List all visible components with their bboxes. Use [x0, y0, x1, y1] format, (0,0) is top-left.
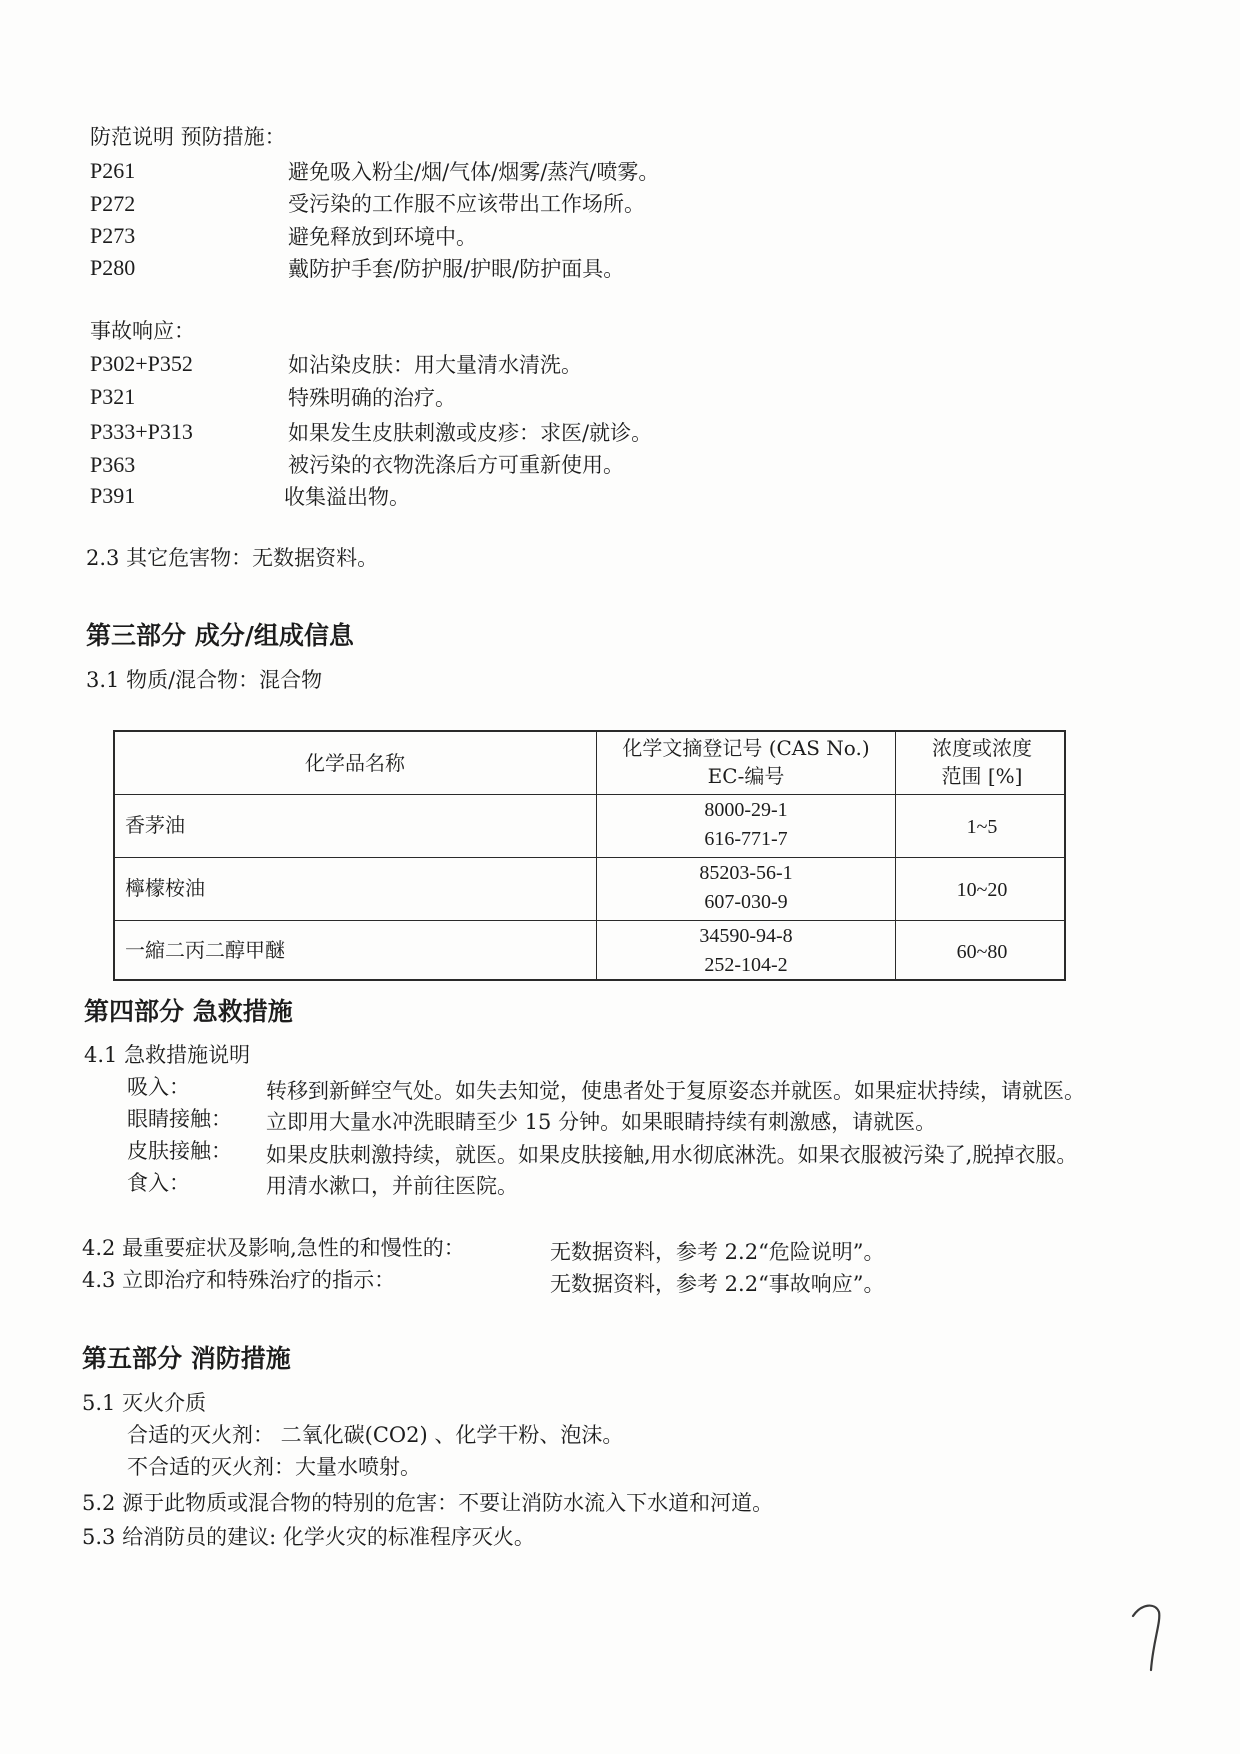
precaution-code: P333+P313 [90, 419, 193, 444]
exposure-route-label: 眼睛接触： [127, 1107, 232, 1131]
header-concentration: 浓度或浓度 [932, 736, 1032, 760]
concentration: 1~5 [966, 816, 998, 838]
unsuitable-media: 不合适的灭火剂：大量水喷射。 [127, 1455, 421, 1479]
precaution-text: 避免释放到环境中。 [288, 225, 477, 249]
prevention-heading: 防范说明 预防措施： [90, 125, 286, 149]
first-aid-text: 转移到新鲜空气处。如失去知觉，使患者处于复原姿态并就医。如果症状持续，请就医。 [266, 1079, 1085, 1103]
other-hazards: 2.3 其它危害物：无数据资料。 [86, 546, 379, 570]
cas-number: 85203-56-1 [699, 862, 793, 884]
precaution-text: 被污染的衣物洗涤后方可重新使用。 [288, 453, 624, 477]
precaution-code: P280 [90, 255, 136, 280]
first-aid-heading: 4.1 急救措施说明 [84, 1043, 251, 1067]
symptoms-label: 4.2 最重要症状及影响,急性的和慢性的： [82, 1236, 465, 1260]
first-aid-text: 立即用大量水冲洗眼睛至少 15 分钟。如果眼睛持续有刺激感，请就医。 [266, 1110, 937, 1134]
section-5-title: 第五部分 消防措施 [82, 1344, 291, 1373]
concentration: 10~20 [956, 879, 1008, 901]
concentration: 60~80 [956, 941, 1008, 963]
precaution-code: P321 [90, 384, 136, 409]
treatment-label: 4.3 立即治疗和特殊治疗的指示： [82, 1268, 396, 1292]
header-ec: EC-编号 [707, 764, 785, 788]
ec-number: 616-771-7 [704, 828, 788, 850]
precaution-text: 如沾染皮肤：用大量清水清洗。 [288, 353, 582, 377]
precaution-code: P261 [90, 158, 136, 183]
treatment-value: 无数据资料，参考 2.2“事故响应”。 [550, 1272, 885, 1296]
precaution-code: P273 [90, 223, 136, 248]
response-heading: 事故响应： [90, 319, 195, 343]
special-hazards: 5.2 源于此物质或混合物的特别的危害：不要让消防水流入下水道和河道。 [82, 1491, 774, 1515]
firefighter-advice: 5.3 给消防员的建议: 化学火灾的标准程序灭火。 [82, 1525, 535, 1549]
precaution-code: P391 [90, 483, 136, 508]
header-chemical-name: 化学品名称 [305, 751, 405, 775]
precaution-text: 收集溢出物。 [284, 485, 410, 509]
cas-number: 34590-94-8 [699, 925, 793, 947]
suitable-media: 合适的灭火剂： 二氧化碳(CO2) 、化学干粉、泡沫。 [127, 1423, 624, 1447]
first-aid-text: 如果皮肤刺激持续，就医。如果皮肤接触,用水彻底淋洗。如果衣服被污染了,脱掉衣服。 [266, 1143, 1078, 1167]
header-cas: 化学文摘登记号 (CAS No.) [622, 736, 870, 760]
cas-number: 8000-29-1 [704, 799, 788, 821]
exposure-route-label: 吸入： [127, 1075, 190, 1099]
substance-type: 3.1 物质/混合物：混合物 [86, 668, 323, 692]
exposure-route-label: 食入： [127, 1171, 190, 1195]
precaution-code: P363 [90, 452, 136, 477]
precaution-text: 避免吸入粉尘/烟/气体/烟雾/蒸汽/喷雾。 [288, 160, 660, 184]
handwritten-mark [1125, 1598, 1185, 1678]
ec-number: 607-030-9 [704, 891, 788, 913]
precaution-text: 戴防护手套/防护服/护眼/防护面具。 [288, 257, 625, 281]
component-name: 一縮二丙二醇甲醚 [125, 938, 285, 962]
precaution-text: 受污染的工作服不应该带出工作场所。 [288, 192, 645, 216]
component-name: 香茅油 [125, 813, 185, 837]
precaution-code: P302+P352 [90, 351, 193, 376]
header-range: 范围 [%] [941, 764, 1023, 788]
first-aid-text: 用清水漱口，并前往医院。 [266, 1174, 518, 1198]
extinguishing-media-heading: 5.1 灭火介质 [82, 1391, 207, 1415]
component-name: 檸檬桉油 [125, 876, 205, 900]
precaution-text: 特殊明确的治疗。 [288, 386, 456, 410]
exposure-route-label: 皮肤接触： [127, 1139, 232, 1163]
composition-table [113, 730, 1066, 981]
ec-number: 252-104-2 [704, 954, 788, 976]
precaution-text: 如果发生皮肤刺激或皮疹：求医/就诊。 [288, 421, 653, 445]
section-3-title: 第三部分 成分/组成信息 [86, 621, 354, 650]
precaution-code: P272 [90, 191, 136, 216]
symptoms-value: 无数据资料，参考 2.2“危险说明”。 [550, 1240, 885, 1264]
section-4-title: 第四部分 急救措施 [84, 997, 293, 1026]
